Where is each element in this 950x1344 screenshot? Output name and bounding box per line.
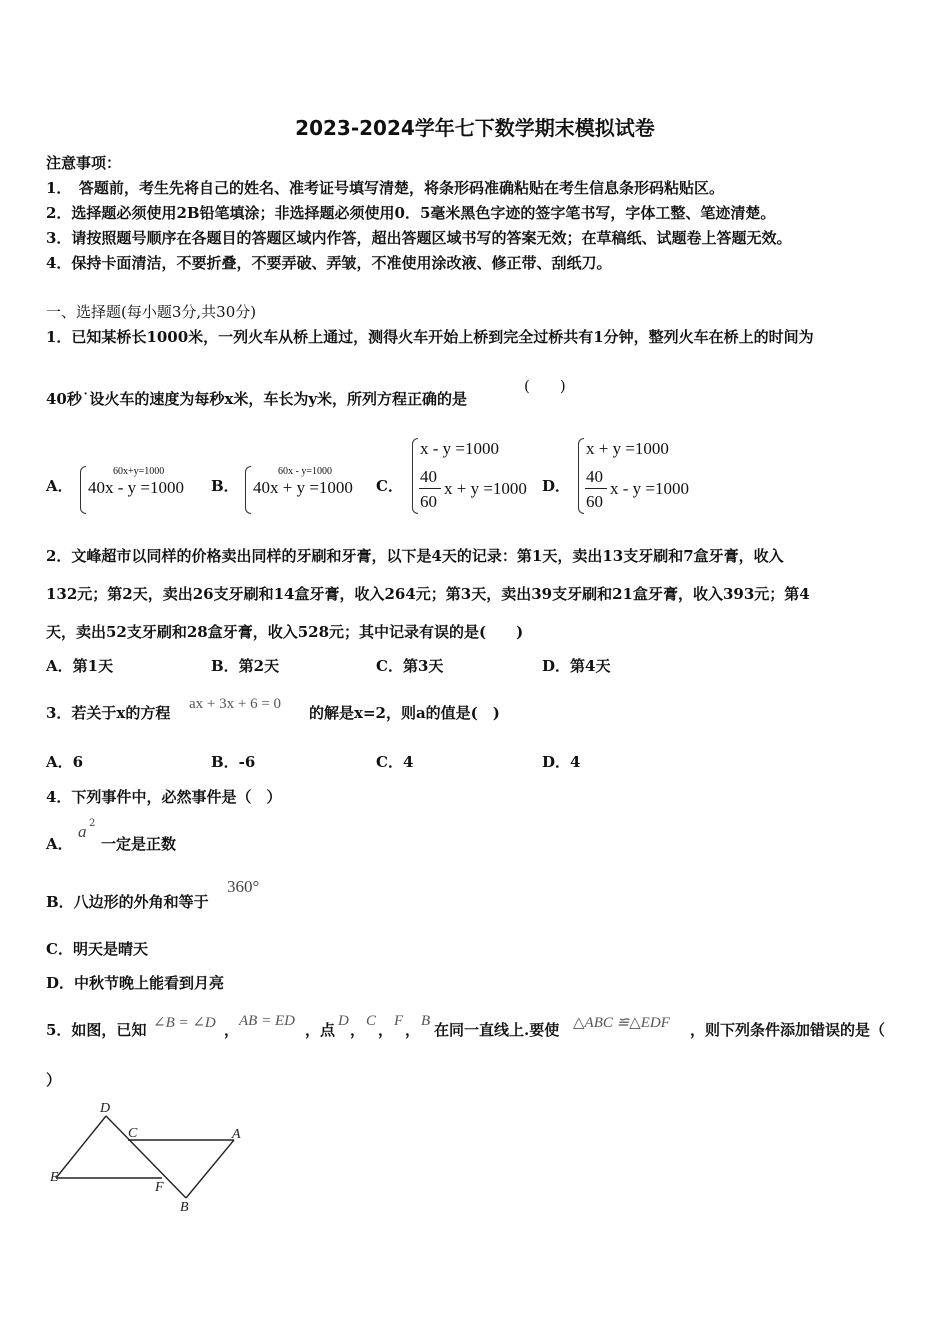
q4-optA-text: 一定是正数 (101, 835, 177, 853)
q1-optC-brace (412, 438, 418, 514)
q4-optA-label: A． (46, 835, 73, 853)
q1-optC-fraction-bar (419, 488, 441, 489)
q4-stem: 4．下列事件中，必然事件是（ ） (46, 788, 282, 806)
q1-optD-label: D． (542, 477, 571, 495)
notice-item-2: 2．选择题必须使用2B铅笔填涂；非选择题必须使用0．5毫米黑色字迹的签字笔书写，字体工整、笔迹清楚。 (46, 204, 776, 222)
q5-geometry-figure (40, 1098, 260, 1218)
q1-paren: ( ) (524, 377, 566, 395)
q5-point-c: C (366, 1013, 377, 1029)
q4-optD: D．中秋节晚上能看到月亮 (46, 974, 225, 992)
q1-optC-eq2: x + y =1000 (444, 479, 527, 498)
q2-line2: 132元；第2天，卖出26支牙刷和14盒牙膏，收入264元；第3天，卖出39支牙刷和21盒牙膏，收入393元；第4 (46, 585, 810, 603)
q5-comma-1: ， (224, 1021, 240, 1039)
segment-de (56, 1116, 106, 1178)
section-heading: 一、选择题(每小题3分,共30分) (46, 303, 257, 321)
q2-option-a: A．第1天 (46, 657, 114, 675)
q5-stem-post: ，则下列条件添加错误的是（ (690, 1021, 886, 1039)
q2-option-d: D．第4天 (542, 657, 611, 675)
label-c: C (128, 1126, 138, 1141)
q3-option-b: B．-6 (211, 753, 256, 771)
q3-option-d: D．4 (542, 753, 581, 771)
q1-optA-brace (80, 466, 86, 514)
q3-option-a: A．6 (46, 753, 84, 771)
q4-optA-math: a (78, 822, 87, 841)
notice-item-1: 1． 答题前，考生先将自己的姓名、准考证号填写清楚，将条形码准确粘贴在考生信息条形码粘贴区。 (46, 179, 724, 197)
q1-line1: 1．已知某桥长1000米，一列火车从桥上通过，测得火车开始上桥到完全过桥共有1分钟，整列火车在桥上的时间为 (46, 328, 814, 346)
q1-optD-num: 40 (586, 467, 603, 486)
q5-math-angle: ∠B = ∠D (153, 1015, 216, 1031)
q1-optC-num: 40 (420, 467, 437, 486)
q5-stem-mid: ，点 (305, 1021, 336, 1039)
q1-optC-label: C． (376, 477, 403, 495)
q1-optB-eq1: 60x - y=1000 (278, 466, 332, 477)
q1-optD-eq2: x - y =1000 (610, 479, 689, 498)
label-d: D (100, 1101, 111, 1116)
q5-point-b: B (421, 1013, 431, 1029)
label-f: F (155, 1180, 164, 1195)
q5-comma-2: ， (350, 1021, 366, 1039)
q5-line2: ） (46, 1071, 62, 1089)
q4-optA-sup: 2 (89, 818, 96, 829)
q5-math-congruent: △ABC ≌△EDF (573, 1015, 670, 1031)
q5-stem-mid2: 在同一直线上.要使 (434, 1021, 560, 1039)
notice-item-3: 3．请按照题号顺序在各题目的答题区域内作答，超出答题区域书写的答案无效；在草稿纸、试题卷上答题无效。 (46, 229, 792, 247)
q1-optC-eq1: x - y =1000 (420, 439, 499, 458)
q3-equation: ax + 3x + 6 = 0 (189, 696, 282, 712)
q4-optB-math: 360° (227, 877, 260, 896)
q2-line1: 2．文峰超市以同样的价格卖出同样的牙刷和牙膏，以下是4天的记录：第1天，卖出13支牙刷和7盒牙膏，收入 (46, 547, 784, 565)
q3-stem-post: 的解是x=2，则a的值是( ) (309, 704, 500, 722)
label-b: B (180, 1200, 189, 1215)
q1-optD-fraction-bar (585, 488, 607, 489)
q4-optC: C．明天是晴天 (46, 940, 148, 958)
segment-ab (186, 1140, 234, 1198)
q1-optD-eq1: x + y =1000 (586, 439, 669, 458)
q2-option-c: C．第3天 (376, 657, 444, 675)
q5-point-f: F (394, 1013, 404, 1029)
q1-optA-eq2: 40x - y =1000 (88, 478, 184, 497)
q2-line3: 天，卖出52支牙刷和28盒牙膏，收入528元；其中记录有误的是( ) (46, 623, 524, 641)
q3-stem-pre: 3．若关于x的方程 (46, 704, 171, 722)
q5-comma-4: ， (405, 1021, 421, 1039)
label-e: E (50, 1170, 59, 1185)
q5-math-ab-ed: AB = ED (239, 1013, 295, 1029)
q1-optB-label: B． (211, 477, 239, 495)
page-title: 2023-2024学年七下数学期末模拟试卷 (295, 116, 655, 140)
q1-optD-den: 60 (586, 492, 603, 511)
segment-db (106, 1116, 186, 1198)
q1-optD-brace (578, 438, 584, 514)
q1-optB-brace (245, 466, 251, 514)
q2-option-b: B．第2天 (211, 657, 280, 675)
q1-optA-label: A． (46, 477, 73, 495)
label-a: A (232, 1127, 241, 1142)
q1-optA-eq1: 60x+y=1000 (113, 466, 165, 477)
q4-optB-text: B．八边形的外角和等于 (46, 893, 209, 911)
q5-comma-3: ， (378, 1021, 394, 1039)
q5-point-d: D (338, 1013, 349, 1029)
q5-stem-pre: 5．如图，已知 (46, 1021, 147, 1039)
notice-item-4: 4．保持卡面清洁，不要折叠，不要弄破、弄皱，不准使用涂改液、修正带、刮纸刀。 (46, 254, 612, 272)
q1-optC-den: 60 (420, 492, 437, 511)
q1-optB-eq2: 40x + y =1000 (253, 478, 353, 497)
notice-heading: 注意事项： (46, 154, 122, 172)
q3-option-c: C．4 (376, 753, 414, 771)
q1-line2: 40秒˙设火车的速度为每秒x米，车长为y米，所列方程正确的是 (46, 390, 468, 408)
